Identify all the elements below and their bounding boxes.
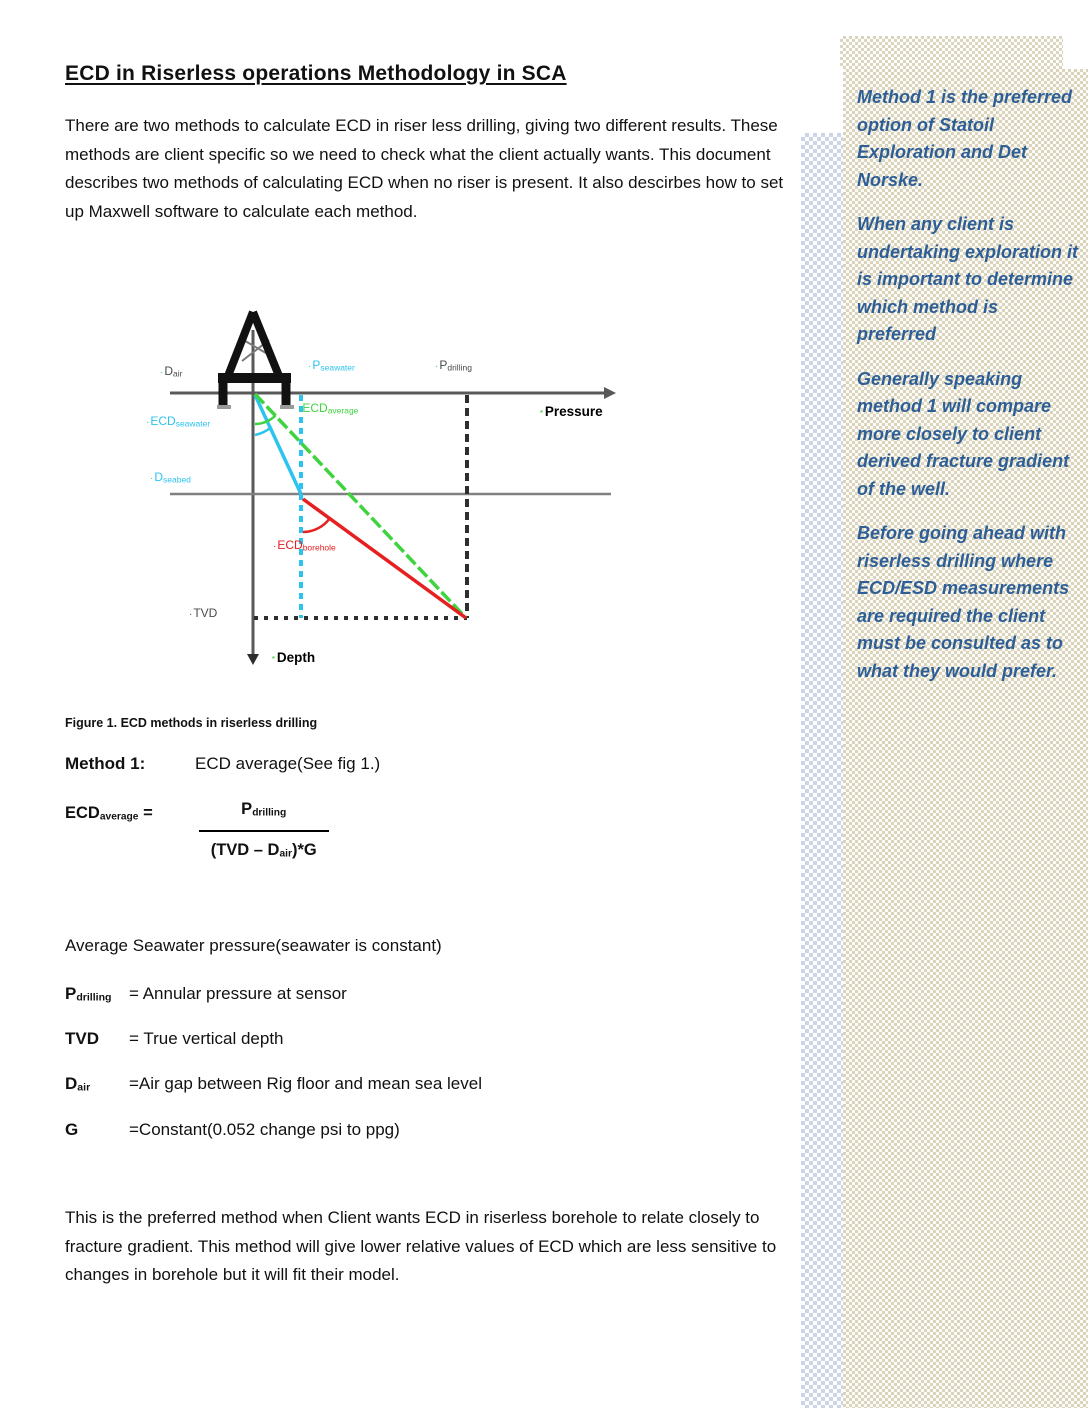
bullet-icon: · [150, 473, 154, 484]
figure-caption: Figure 1. ECD methods in riserless drilling [65, 716, 318, 730]
intro-paragraph: There are two methods to calculate ECD in riser less drilling, giving two different results. These methods are client specific so we need to check what the client actually wants. This document describes two methods of calculating ECD when no riser is present. It also descirbes how to set up Maxwell software to calculate each method. [65, 116, 784, 221]
bullet-icon: · [273, 541, 277, 552]
ecd-average-formula [65, 800, 329, 860]
label-ecd-borehole: $\cdot ECD_{borehole}$ [273, 538, 336, 553]
definition-text: = True vertical depth [129, 1029, 284, 1048]
page-title: ECD in Riserless operations Methodology in SCA [65, 62, 567, 85]
depth-axis-arrow-icon [247, 654, 259, 665]
formula-numerator: $P_{drilling}$ [241, 800, 287, 819]
bullet-icon: · [298, 404, 302, 415]
bullet-icon: · [308, 361, 312, 372]
definition-term: G [65, 1120, 79, 1139]
sidebar-left-dot-strip [801, 133, 843, 1408]
bullet-icon: · [146, 417, 150, 428]
formula-fraction [199, 800, 329, 860]
sidebar-paragraph: Method 1 is the preferred option of Statoil Exploration and Det Norske. [857, 87, 1073, 190]
seawater-note: Average Seawater pressure(seawater is constant) [65, 936, 442, 955]
bullet-icon: · [189, 609, 193, 620]
definition-row [65, 984, 347, 1004]
sidebar-paragraph: When any client is undertaking exploration it is important to determine which method is preferred [857, 214, 1079, 344]
method1-text: ECD average(See fig 1.) [195, 754, 381, 773]
sidebar-paragraph: Before going ahead with riserless drilling where ECD/ESD measurements are required the client must be consulted as to what they would prefer. [857, 523, 1070, 681]
closing-paragraph: This is the preferred method when Client wants ECD in riserless borehole to relate closely to fracture gradient. This method will give lower relative values of ECD which are less sensitive to changes in borehole but it will fit their model. [65, 1208, 777, 1284]
label-ecd-average: $\cdot ECD_{average}$ [298, 401, 359, 416]
sidebar-paragraph: Generally speaking method 1 will compare more closely to client derived fracture gradient of the well. [857, 368, 1070, 499]
method1-row [65, 754, 380, 774]
definition-text: =Air gap between Rig floor and mean sea level [129, 1074, 482, 1093]
bullet-icon: ▪ [272, 653, 275, 662]
formula-denominator: $(TVD - D_{air})*G$ [199, 830, 329, 860]
diagram-canvas [90, 298, 630, 693]
ecd-seawater-line [255, 395, 301, 494]
label-tvd: ·TVD [189, 606, 218, 620]
cyan-angle-arc [255, 428, 271, 436]
definition-row [65, 1029, 284, 1049]
label-depth-axis: ▪ Depth [272, 650, 316, 665]
pressure-axis-arrow-icon [604, 387, 616, 399]
definition-term: $D_{air}$ [65, 1074, 91, 1094]
definition-term: TVD [65, 1029, 99, 1048]
definition-row [65, 1120, 400, 1140]
label-d-seabed: $\cdot D_{seabed}$ [150, 470, 191, 485]
formula-lhs: $ECD_{average}$ = [65, 804, 153, 823]
sidebar-top-band [840, 36, 1063, 69]
definition-text: =Constant(0.052 change psi to ppg) [129, 1120, 400, 1139]
label-d-air: $\cdot D_{air}$ [160, 364, 183, 379]
method1-label: Method 1: [65, 754, 146, 773]
derrick-right-side [253, 312, 279, 376]
definition-term: $P_{drilling}$ [65, 984, 112, 1004]
ecd-average-line [255, 394, 466, 618]
bullet-icon: · [160, 367, 164, 378]
ecd-borehole-line [303, 499, 466, 618]
definition-text: = Annular pressure at sensor [129, 984, 347, 1003]
label-p-seawater: $\cdot P_{seawater}$ [308, 358, 355, 373]
label-p-drilling: $\cdot P_{drilling}$ [435, 358, 472, 373]
red-angle-arc [303, 519, 330, 533]
label-pressure-axis: ▪ Pressure [540, 404, 603, 419]
sidebar-callout-text [857, 84, 1079, 702]
definition-row [65, 1074, 482, 1094]
bullet-icon: · [435, 361, 439, 372]
bullet-icon: ▪ [540, 407, 543, 416]
label-ecd-seawater: $\cdot ECD_{seawater}$ [146, 414, 211, 429]
figure-1-diagram [90, 298, 630, 693]
